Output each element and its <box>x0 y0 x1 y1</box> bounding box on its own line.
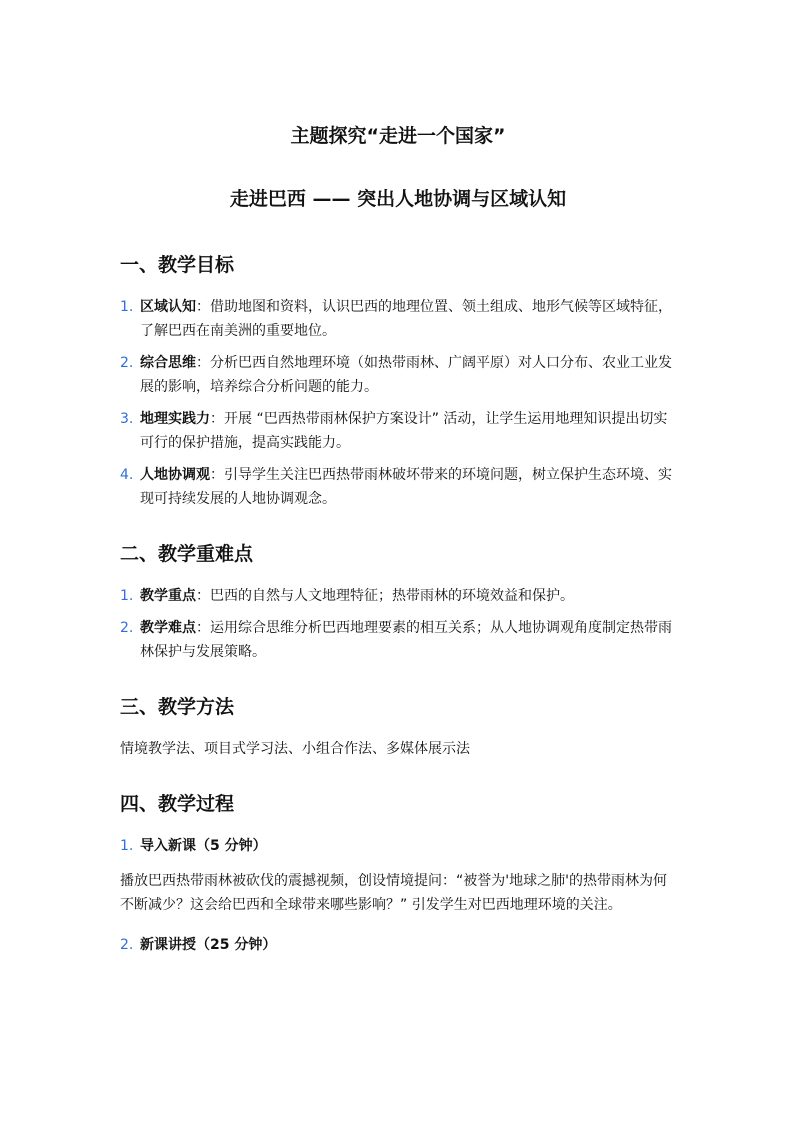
list-number: 1. <box>120 588 134 604</box>
list-item-label: 人地协调观 <box>140 467 210 483</box>
key-points-list <box>120 584 676 664</box>
list-number: 3. <box>120 411 134 427</box>
list-item-text: 运用综合思维分析巴西地理要素的相互关系；从人地协调观角度制定热带雨林保护与发展策略。 <box>140 620 672 660</box>
document-title: 主题探究“走进一个国家” <box>290 125 506 147</box>
list-item <box>120 407 676 455</box>
list-item-separator: ： <box>196 588 210 604</box>
list-number: 4. <box>120 467 134 483</box>
section-heading-methods: 三、教学方法 <box>120 696 235 718</box>
process-step-title <box>120 933 676 957</box>
methods-text: 情境教学法、项目式学习法、小组合作法、多媒体展示法 <box>120 741 470 757</box>
list-item <box>120 463 676 511</box>
process-step-text: 播放巴西热带雨林被砍伐的震撼视频，创设情境提问：“被誉为'地球之肺'的热带雨林为何不断减少？这会给巴西和全球带来哪些影响？” 引发学生对巴西地理环境的关注。 <box>120 873 667 913</box>
process-step-title-text: 新课讲授（25 分钟） <box>140 937 277 953</box>
list-number: 1. <box>120 299 134 315</box>
list-item-separator: ： <box>210 467 224 483</box>
document-subtitle: 走进巴西 —— 突出人地协调与区域认知 <box>229 188 567 210</box>
list-item-text: 巴西的自然与人文地理特征；热带雨林的环境效益和保护。 <box>210 588 574 604</box>
section-heading-key-points: 二、教学重难点 <box>120 543 254 565</box>
process-step-title-text: 导入新课（5 分钟） <box>140 838 267 854</box>
section-heading-process: 四、教学过程 <box>120 793 235 815</box>
list-item-text: 开展 “巴西热带雨林保护方案设计” 活动，让学生运用地理知识提出切实可行的保护措施，提高实践能力。 <box>140 411 668 451</box>
list-number: 2. <box>120 620 134 636</box>
list-item-label: 综合思维 <box>140 355 196 371</box>
list-item-label: 教学重点 <box>140 588 196 604</box>
list-item <box>120 351 676 399</box>
list-item-separator: ： <box>196 620 210 636</box>
list-item-separator: ： <box>210 411 224 427</box>
list-number: 1. <box>120 838 134 854</box>
section-heading-goals: 一、教学目标 <box>120 254 235 276</box>
list-item-text: 借助地图和资料，认识巴西的地理位置、领土组成、地形气候等区域特征，了解巴西在南美洲的重要地位。 <box>140 299 672 339</box>
document-content <box>120 122 676 957</box>
list-item-text: 引导学生关注巴西热带雨林破坏带来的环境问题，树立保护生态环境、实现可持续发展的人地协调观念。 <box>140 467 672 507</box>
list-number: 2. <box>120 937 134 953</box>
goals-list <box>120 295 676 511</box>
list-number: 2. <box>120 355 134 371</box>
list-item-separator: ： <box>196 355 210 371</box>
list-item-text: 分析巴西自然地理环境（如热带雨林、广阔平原）对人口分布、农业工业发展的影响，培养综合分析问题的能力。 <box>140 355 672 395</box>
list-item-label: 教学难点 <box>140 620 196 636</box>
list-item <box>120 584 676 608</box>
process-step-title <box>120 834 676 858</box>
list-item <box>120 295 676 343</box>
list-item <box>120 616 676 664</box>
list-item-label: 地理实践力 <box>140 411 210 427</box>
list-item-separator: ： <box>196 299 210 315</box>
process-steps <box>120 834 676 957</box>
list-item-label: 区域认知 <box>140 299 196 315</box>
